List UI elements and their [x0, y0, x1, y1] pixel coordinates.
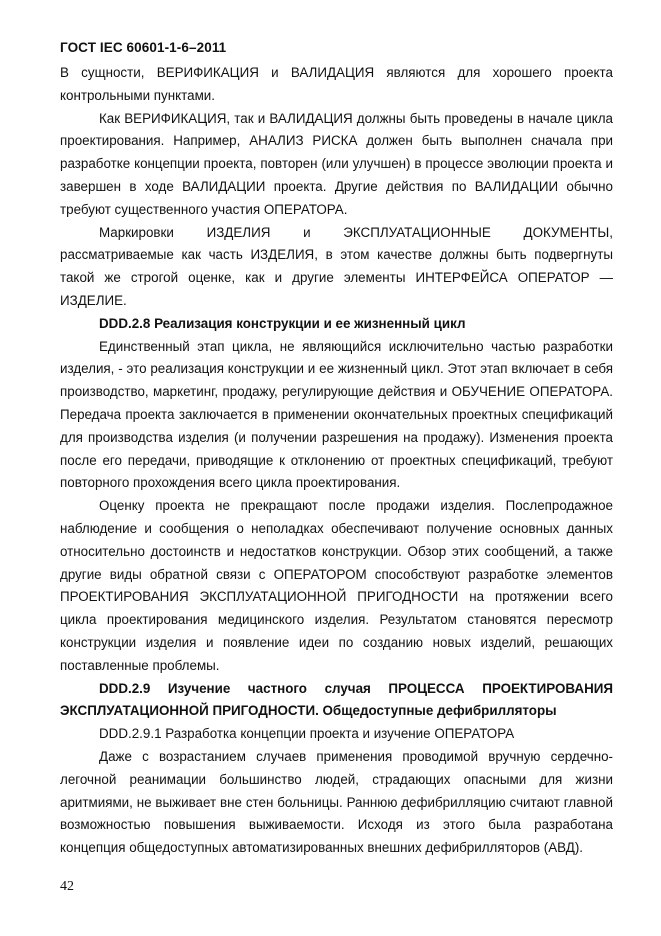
paragraph-checkpoints: В сущности, ВЕРИФИКАЦИЯ и ВАЛИДАЦИЯ являются для хорошего проекта контрольными пунктами.: [60, 65, 613, 103]
section-heading-ddd-2-8: DDD.2.8 Реализация конструкции и ее жизненный цикл: [99, 315, 466, 331]
paragraph-implementation: Единственный этап цикла, не являющийся исключительно частью разработки изделия, - это реализация конструкции и ее жизненный цикл. Этот этап включает в себя производство, маркетинг, продажу, регулирующие действия и ОБУЧЕНИЕ ОПЕРАТОРА. Передача проекта заключается в применении окончательных проектных спецификаций для производства изделия (и получении разрешения на продажу). Изменения проекта после его передачи, приводящие к отклонению от проектных спецификаций, требуют повторного прохождения всего цикла проектирования.: [60, 338, 613, 491]
standard-header: ГОСТ IEC 60601-1-6–2011: [60, 40, 227, 55]
subsection-heading-ddd-2-9-1: DDD.2.9.1 Разработка концепции проекта и изучение ОПЕРАТОРА: [99, 726, 515, 742]
paragraph-post-market: Оценку проекта не прекращают после продажи изделия. Послепродажное наблюдение и сообщения о неполадках обеспечивают получение основных данных относительно достоинств и недостатков конструкции. Обзор этих сообщений, а также другие виды обратной связи с ОПЕРАТОРОМ способствуют разработке элементов ПРОЕКТИРОВАНИЯ ЭКСПЛУАТАЦИОННОЙ ПРИГОДНОСТИ на протяжении всего цикла проектирования медицинского изделия. Результатом становятся пересмотр конструкции изделия и появление идеи по созданию новых изделий, решающих поставленные проблемы.: [60, 498, 613, 673]
section-heading-ddd-2-9: DDD.2.9 Изучение частного случая ПРОЦЕССА ПРОЕКТИРОВАНИЯ ЭКСПЛУАТАЦИОННОЙ ПРИГОДНОСТИ. Общедоступные дефибрилляторы: [60, 680, 613, 719]
paragraph-labeling: Маркировки ИЗДЕЛИЯ и ЭКСПЛУАТАЦИОННЫЕ ДОКУМЕНТЫ, рассматриваемые как часть ИЗДЕЛИЯ, в этом качестве должны быть подвергнуты такой же строгой оценке, как и другие элементы ИНТЕРФЕЙСА ОПЕРАТОР — ИЗДЕЛИЕ.: [60, 224, 613, 308]
body-text: [60, 62, 613, 860]
page-number: 42: [60, 879, 74, 894]
paragraph-defibrillation: Даже с возрастанием случаев применения проводимой вручную сердечно-легочной реанимации большинство людей, страдающих опасными для жизни аритмиями, не выживает вне стен больницы. Раннюю дефибрилляцию считают главной возможностью повышения выживаемости. Исходя из этого была разработана концепция общедоступных автоматизированных внешних дефибрилляторов (АВД).: [60, 748, 613, 856]
paragraph-verification-validation: Как ВЕРИФИКАЦИЯ, так и ВАЛИДАЦИЯ должны быть проведены в начале цикла проектирования. Например, АНАЛИЗ РИСКА должен быть выполнен сначала при разработке концепции проекта, повторен (или улучшен) в процессе эволюции проекта и завершен в ходе ВАЛИДАЦИИ проекта. Другие действия по ВАЛИДАЦИИ обычно требуют существенного участия ОПЕРАТОРА.: [60, 110, 613, 217]
